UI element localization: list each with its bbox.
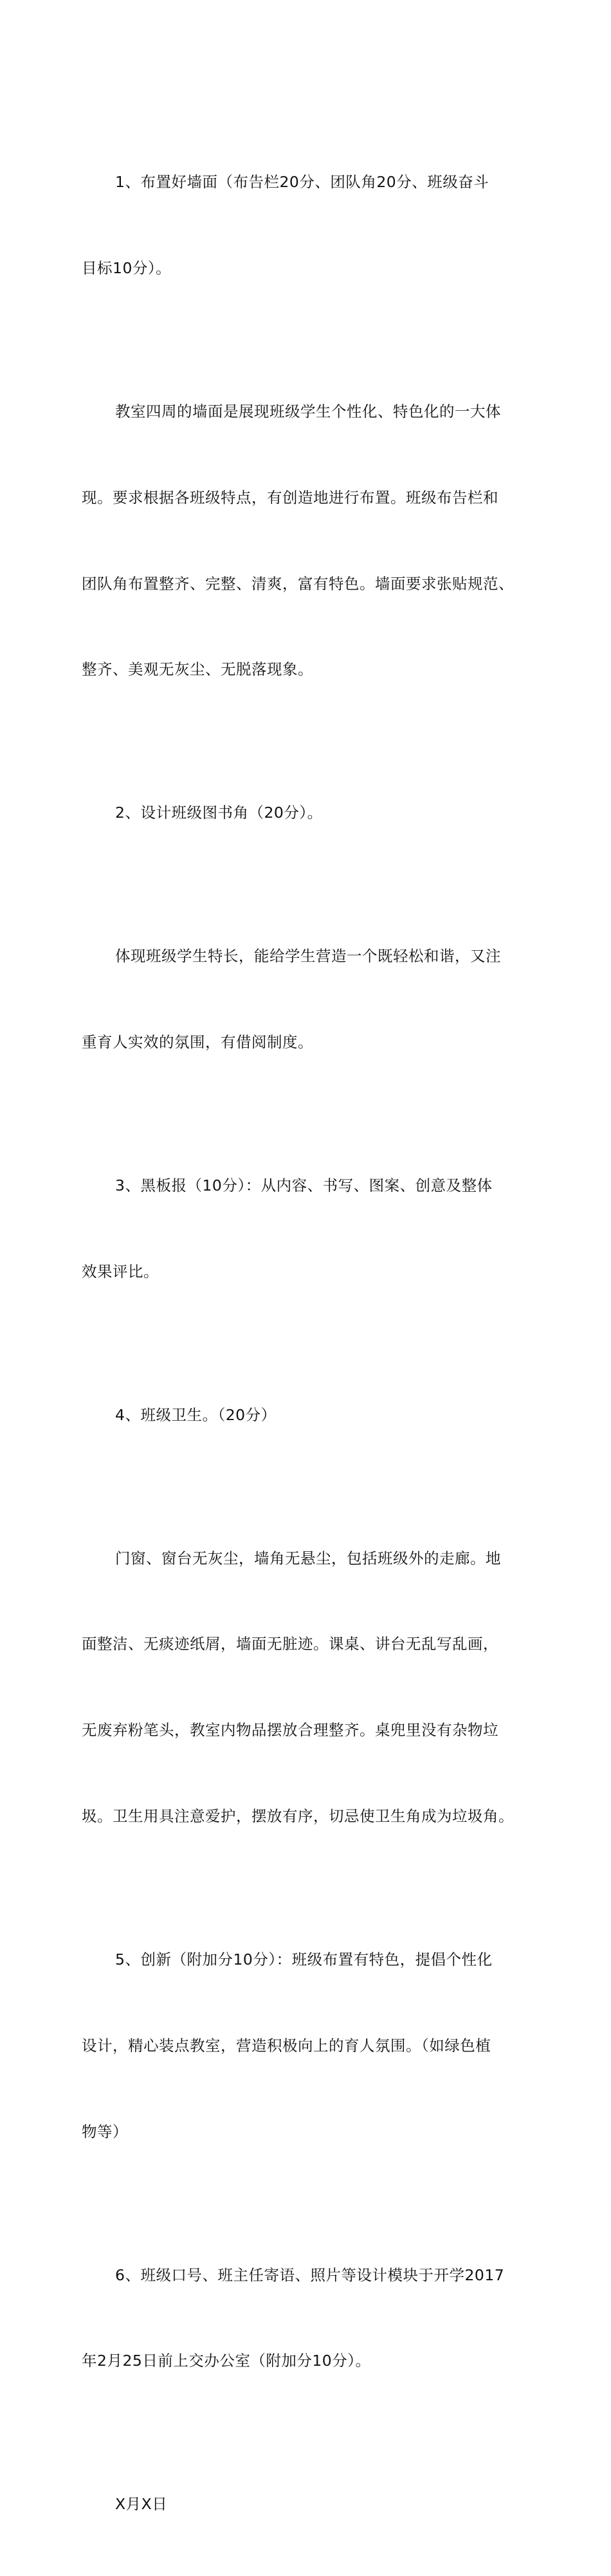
paragraph-hygiene-body	[82, 1487, 542, 1888]
text-line: 体现班级学生特长，能给学生营造一个既轻松和谐，又注	[115, 947, 501, 966]
paragraph-book-corner-body	[82, 885, 542, 1114]
paragraph-date	[82, 2433, 542, 2576]
text-line: 现。要求根据各班级特点，有创造地进行布置。班级布告栏和	[82, 488, 498, 507]
paragraph-wall-layout-heading	[82, 111, 542, 340]
text-line: 目标10分）。	[82, 258, 172, 277]
paragraph-book-corner-heading	[82, 741, 542, 885]
date-line: X月X日	[115, 2495, 168, 2514]
paragraph-slogan-submission	[82, 2203, 542, 2433]
text-line: 圾。卫生用具注意爱护，摆放有序，切忌使卫生角成为垃圾角。	[82, 1807, 514, 1826]
text-line: 6、班级口号、班主任寄语、照片等设计模块于开学2017	[115, 2265, 505, 2284]
text-line: 教室四周的墙面是展现班级学生个性化、特色化的一大体	[115, 402, 501, 420]
text-line: 物等）	[82, 2122, 128, 2141]
text-line: 面整洁、无痰迹纸屑，墙面无脏迹。课桌、讲台无乱写乱画，	[82, 1635, 498, 1653]
paragraph-hygiene-heading	[82, 1344, 542, 1487]
paragraph-innovation	[82, 1888, 542, 2204]
text-line: 设计，精心装点教室，营造积极向上的育人氛围。（如绿色植	[82, 2036, 491, 2055]
text-line: 效果评比。	[82, 1262, 159, 1281]
text-line: 无废弃粉笔头，教室内物品摆放合理整齐。桌兜里没有杂物垃	[82, 1721, 498, 1740]
text-line: 年2月25日前上交办公室（附加分10分）。	[82, 2352, 371, 2370]
text-line: 整齐、美观无灰尘、无脱落现象。	[82, 660, 313, 679]
text-line: 2、设计班级图书角（20分）。	[115, 804, 323, 822]
text-line: 重育人实效的氛围，有借阅制度。	[82, 1033, 313, 1051]
paragraph-blackboard	[82, 1114, 542, 1344]
text-line: 团队角布置整齐、完整、清爽，富有特色。墙面要求张贴规范、	[82, 574, 514, 593]
document-page	[82, 111, 542, 2576]
text-line: 门窗、窗台无灰尘，墙角无悬尘，包括班级外的走廊。地	[115, 1549, 501, 1567]
paragraph-wall-layout-body	[82, 340, 542, 741]
text-line: 3、黑板报（10分）：从内容、书写、图案、创意及整体	[115, 1176, 493, 1194]
text-line: 5、创新（附加分10分）：班级布置有特色，提倡个性化	[115, 1950, 493, 1968]
text-line: 1、布置好墙面（布告栏20分、团队角20分、班级奋斗	[115, 173, 489, 192]
text-line: 4、班级卫生。（20分）	[115, 1405, 277, 1424]
